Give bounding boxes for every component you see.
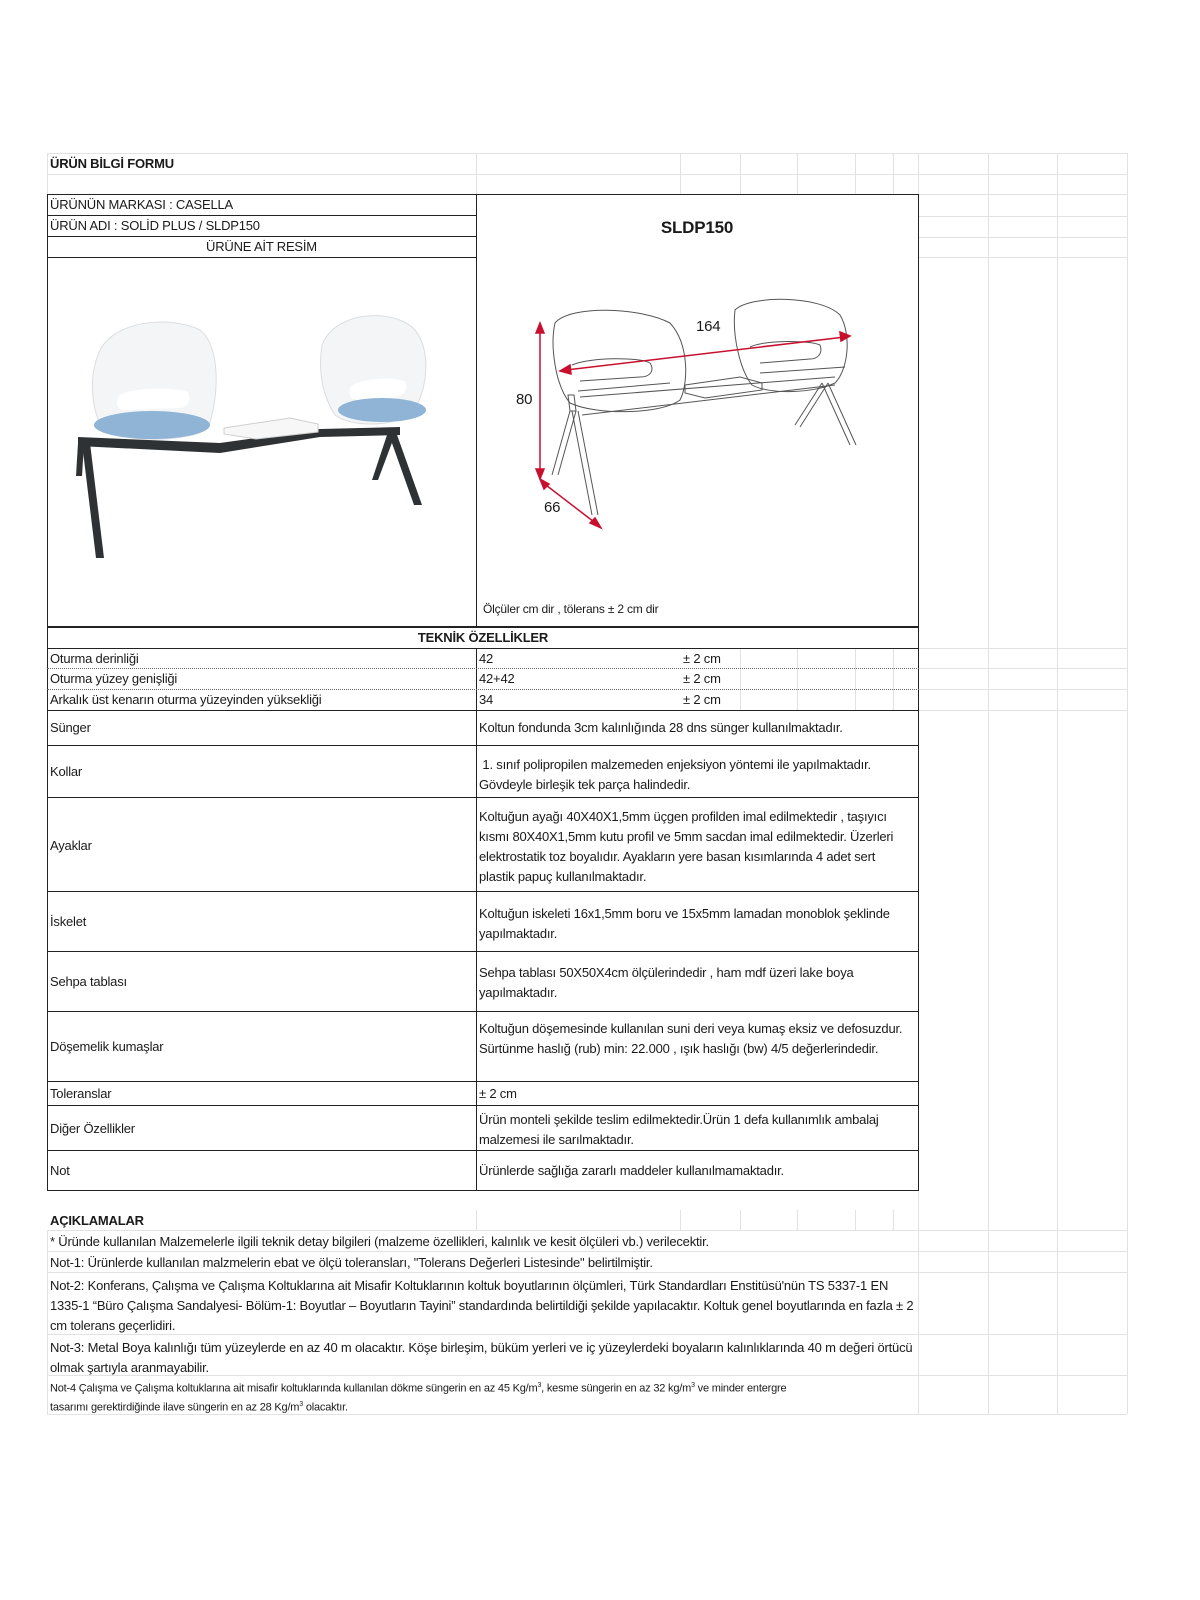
specs-header: TEKNİK ÖZELLİKLER	[417, 630, 549, 645]
spec-label: Not	[50, 1163, 70, 1178]
back-right-leg	[372, 432, 396, 480]
spec-label: Sünger	[50, 720, 91, 735]
measure-label: Arkalık üst kenarın oturma yüzeyinden yüksekliği	[50, 692, 322, 707]
measure-label: Oturma yüzey genişliği	[50, 671, 178, 686]
right-chair-seat	[760, 367, 845, 373]
leg-front-right	[822, 383, 856, 445]
spec-text: Ürünlerde sağlığa zararlı maddeler kullanılmamaktadır.	[479, 1163, 784, 1178]
brand-line: ÜRÜNÜN MARKASI : CASELLA	[50, 197, 234, 212]
spec-label: Sehpa tablası	[50, 974, 127, 989]
leg-back-left	[552, 411, 576, 475]
spec-label: İskelet	[50, 914, 87, 929]
height-arrow-bottom	[536, 469, 544, 479]
width-dimension-label: 164	[696, 318, 721, 335]
front-left-leg	[82, 443, 104, 558]
right-chair-cushion	[338, 398, 426, 422]
form-title: ÜRÜN BİLGİ FORMU	[50, 156, 174, 171]
note-item: Not-1: Ürünlerde kullanılan malzmelerin ebat ve ölçü toleransları, "Tolerans Değerleri Listesinde" belirtilmiştir.	[50, 1255, 653, 1270]
width-arrow-left	[560, 365, 571, 374]
spec-label: Diğer Özellikler	[50, 1121, 135, 1136]
left-chair-seat	[578, 383, 670, 391]
dimension-note: Ölçüler cm dir , tölerans ± 2 cm dir	[483, 602, 659, 616]
spec-text: Koltuğun iskeleti 16x1,5mm boru ve 15x5mm lamadan monoblok şeklinde yapılmaktadır.	[479, 906, 890, 941]
spec-text: Koltun fondunda 3cm kalınlığında 28 dns sünger kullanılmaktadır.	[479, 720, 843, 735]
beam-outline	[580, 377, 835, 415]
product-photo-svg	[60, 300, 460, 570]
measure-tolerance: ± 2 cm	[683, 692, 721, 707]
width-dimension-line	[566, 337, 845, 370]
spec-text: Ürün monteli şekilde teslim edilmektedir.Ürün 1 defa kullanımlık ambalaj malzemesi ile sarılmaktadır.	[479, 1112, 879, 1147]
image-header: ÜRÜNE AİT RESİM	[206, 239, 317, 254]
note-item: Not-3: Metal Boya kalınlığı tüm yüzeylerde en az 40 m olacaktır. Köşe birleşim, büküm yerleri ve iç yüzeylerdeki boyaların kalınlıklarında 40 m değeri örtücü olmak şartıyla aranmayabilir.	[50, 1340, 913, 1375]
left-chair-outline	[553, 310, 686, 411]
spec-text: ± 2 cm	[479, 1086, 517, 1101]
measure-value: 42+42	[479, 671, 515, 686]
measure-tolerance: ± 2 cm	[683, 671, 721, 686]
depth-arrow-top	[540, 479, 549, 489]
measure-tolerance: ± 2 cm	[683, 651, 721, 666]
note-item-4-line-2: tasarımı gerektirdiğinde ilave süngerin en az 28 $Kg/m^3$ olacaktır.	[50, 1401, 348, 1414]
note-item: Not-2: Konferans, Çalışma ve Çalışma Koltuklarına ait Misafir Koltuklarının koltuk boyutlarının ölçümleri, Türk Standardları Enstitüsü'nün TS 5337-1 EN 1335-1 “Büro Çalışma Sandalyesi- Bölüm-1: Boyutlar – Boyutların Tayini” standardında belirtildiği şekilde yapılacaktır. Koltuk genel boyutlarında en fazla ± 2 cm tolerans geçerlidiri.	[50, 1278, 914, 1333]
spec-text: Sehpa tablası 50X50X4cm ölçülerindedir , ham mdf üzeri lake boya yapılmaktadır.	[479, 965, 854, 1000]
dimension-drawing-svg	[500, 285, 880, 535]
width-arrow-right	[840, 332, 850, 341]
spec-label: Kollar	[50, 764, 83, 779]
measure-label: Oturma derinliği	[50, 651, 139, 666]
spec-label: Döşemelik kumaşlar	[50, 1039, 164, 1054]
model-code: SLDP150	[660, 218, 734, 237]
back-left-leg	[76, 443, 84, 476]
height-arrow-top	[536, 323, 544, 333]
notes-header: AÇIKLAMALAR	[50, 1213, 144, 1228]
depth-dimension-label: 66	[544, 499, 561, 516]
spec-text: Koltuğun döşemesinde kullanılan suni deri veya kumaş eksiz ve defosuzdur. Sürtünme haslığ (rub) min: 22.000 , ışık haslığı (bw) 4/5 değerlerindedir.	[479, 1021, 903, 1056]
spec-label: Toleranslar	[50, 1086, 112, 1101]
leg-front-left	[572, 411, 598, 515]
product-photo	[60, 300, 460, 570]
note-item-4-line-1: Not-4 Çalışma ve Çalışma koltuklarına ait misafir koltuklarında kullanılan dökme süngerin en az 45 $Kg/m^3$, kesme süngerin en az 32 $kg/m^3$ ve minder entergre	[50, 1382, 787, 1395]
measure-value: 34	[479, 692, 494, 707]
dimension-drawing	[500, 285, 880, 535]
left-chair-cushion	[94, 411, 210, 439]
front-right-leg	[388, 432, 422, 505]
left-chair-arm	[572, 359, 652, 381]
note-item: * Üründe kullanılan Malzemelerle ilgili teknik detay bilgileri (malzeme özellikleri, kalınlık ve kesit ölçüleri vb.) verilecektir.	[50, 1234, 709, 1249]
spec-text: Koltuğun ayağı 40X40X1,5mm üçgen profilden imal edilmektedir , taşıyıcı kısmı 80X40X1,5mm kutu profil ve 5mm sacdan imal edilmektedir. Üzerleri elektrostatik toz boyalıdır. Ayakların yere basan kısımlarında 4 adet sert plastik papuç kullanılmaktadır.	[479, 809, 894, 884]
spec-text: 1. sınıf polipropilen malzemeden enjeksiyon yöntemi ile yapılmaktadır. Gövdeyle birleşik tek parça halindedir.	[479, 757, 875, 792]
spec-label: Ayaklar	[50, 838, 92, 853]
product-name-line: ÜRÜN ADI : SOLİD PLUS / SLDP150	[50, 218, 260, 233]
post-outline	[568, 395, 576, 411]
measure-value: 42	[479, 651, 494, 666]
height-dimension-label: 80	[516, 391, 533, 408]
